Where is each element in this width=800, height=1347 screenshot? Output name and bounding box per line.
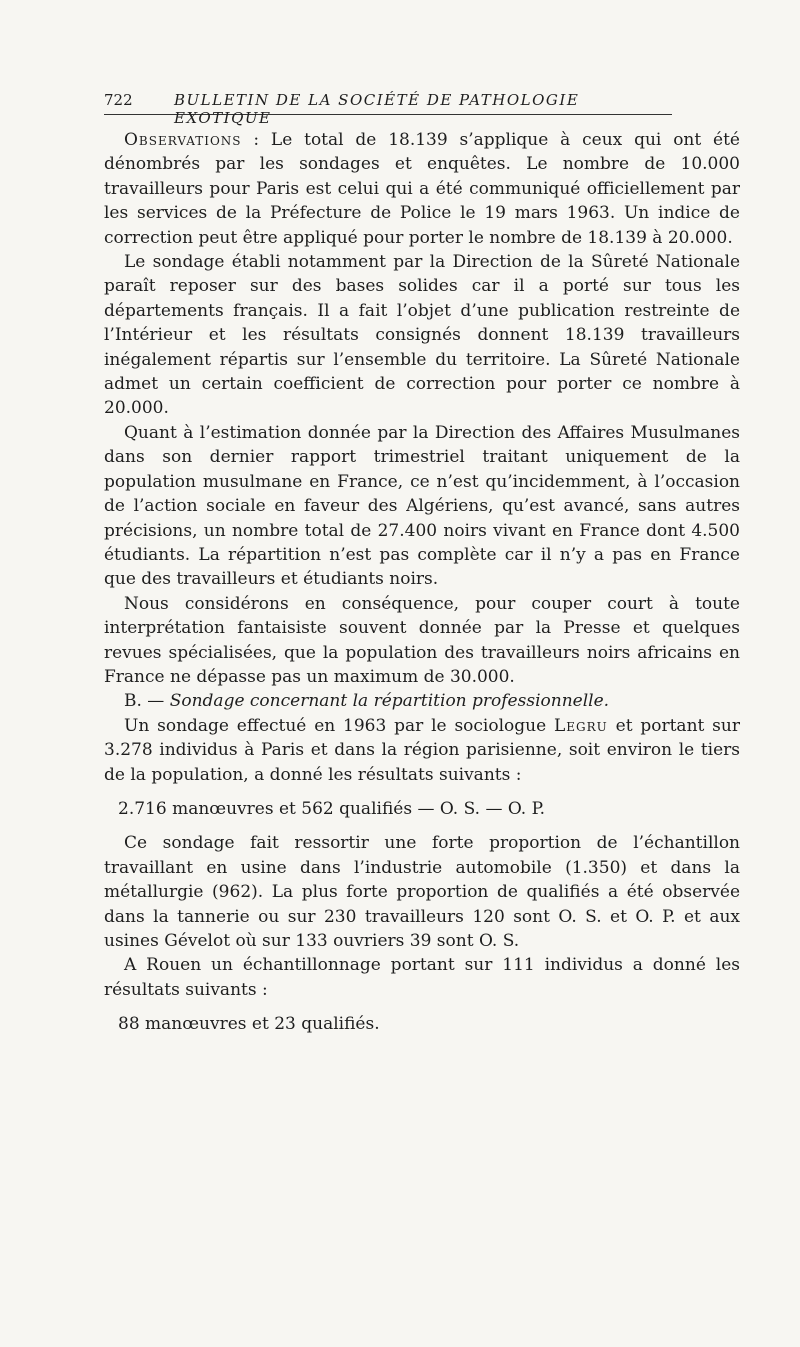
observations-lead: Observations — [124, 130, 242, 150]
section-label: B. — — [124, 691, 170, 712]
author-name: Legru — [554, 715, 608, 736]
running-header — [104, 86, 672, 127]
legru-text-b: et portant sur 3.278 individus à Paris et dans la région parisienne, soit environ le tiers de la population, a donné les résultats suivants : — [104, 715, 740, 785]
legru-text-a: Un sondage effectué en 1963 par le sociologue — [124, 715, 554, 736]
paragraph-proportion: Ce sondage fait ressortir une forte proportion de l’échantillon travaillant en usine dans l’industrie automobile (1.350) et dans la métallurgie (962). La plus forte proportion de qualifiés a été observée dans la tannerie ou sur 230 travailleurs 120 sont O. S. et O. P. et aux usines Gévelot où sur 133 ouvriers 39 sont O. S. — [104, 833, 740, 951]
paragraph-observations — [104, 128, 740, 250]
page-number: 722 — [104, 91, 133, 109]
paragraph-sondage-legru — [104, 714, 740, 787]
article-body — [104, 128, 740, 1047]
paragraph-conclusion: Nous considérons en conséquence, pour couper court à toute interprétation fantaisiste souvent donnée par la Presse et quelques revues spécialisées, que la population des travailleurs noirs africains en France ne dépasse pas un maximum de 30.000. — [104, 593, 740, 687]
paragraph-affaires-musulmanes: Quant à l’estimation donnée par la Direction des Affaires Musulmanes dans son dernier rapport trimestriel traitant uniquement de la population musulmane en France, ce n’est qu’incidemment, à l’occasion de l’action sociale en faveur des Algériens, qu’est avancé, sans autres précisions, un nombre total de 27.400 noirs vivant en France dont 4.500 étudiants. La répartition n’est pas complète car il n’y a pas en France que des travailleurs et étudiants noirs. — [104, 422, 740, 590]
result-line-paris: 2.716 manœuvres et 562 qualifiés — O. S. — O. P. — [118, 798, 546, 819]
result-line-rouen: 88 manœuvres et 23 qualifiés. — [118, 1014, 380, 1035]
observations-text: : Le total de 18.139 s’applique à ceux qui ont été dénombrés par les sondages et enquêtes. Le nombre de 10.000 travailleurs pour Paris est celui qui a été communiqué officiellement par les services de la Préfecture de Police le 19 mars 1963. Un indice de correction peut être appliqué pour porter le nombre de 18.139 à 20.000. — [104, 130, 740, 248]
paragraph-rouen: A Rouen un échantillonnage portant sur 111 individus a donné les résultats suivants : — [104, 955, 740, 1000]
section-heading — [104, 689, 740, 713]
paragraph-surete: Le sondage établi notamment par la Direction de la Sûreté Nationale paraît reposer sur des bases solides car il a porté sur tous les départements français. Il a fait l’objet d’une publication restreinte de l’Intérieur et les résultats consignés donnent 18.139 travailleurs inégalement répartis sur l’ensemble du territoire. La Sûreté Nationale admet un certain coefficient de correction pour porter ce nombre à 20.000. — [104, 252, 740, 419]
journal-title: BULLETIN DE LA SOCIÉTÉ DE PATHOLOGIE EXOTIQUE — [174, 91, 580, 127]
section-title: Sondage concernant la répartition professionnelle. — [169, 691, 610, 712]
